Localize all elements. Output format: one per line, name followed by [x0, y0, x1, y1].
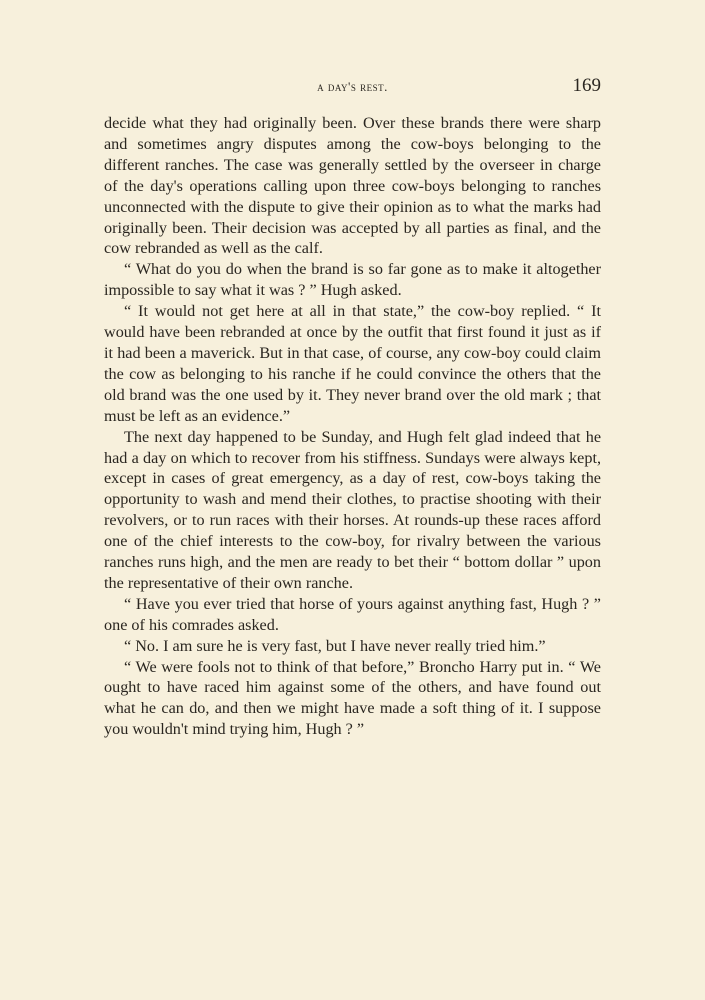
paragraph: decide what they had originally been. Over these brands there were sharp and sometimes angry disputes among the cow-boys belonging to the different ranches. The case was generally settled by the overseer in charge of the day's operations calling upon three cow-boys belonging to ranches unconnected with the dispute to give their opinion as to what the marks had originally been. Their decision was accepted by all parties as final, and the cow rebranded as well as the calf. [104, 114, 601, 258]
page-number: 169 [572, 75, 601, 96]
paragraph: The next day happened to be Sunday, and Hugh felt glad indeed that he had a day on which to recover from his stiffness. Sundays were always kept, except in cases of great emergency, as a day of rest, cow-boys taking the opportunity to wash and mend their clothes, to practise shooting with their revolvers, or to run races with their horses. At rounds-up these races afford one of the chief interests to the cow-boy, for rivalry between the various ranches runs high, and the men are ready to bet their “ bottom dollar ” upon the representative of their own ranche. [104, 427, 601, 592]
paragraph: “ We were fools not to think of that before,” Broncho Harry put in. “ We ought to have raced him against some of the others, and have found out what he can do, and then we might have made a soft thing of it. I suppose you wouldn't mind trying him, Hugh ? ” [104, 657, 601, 739]
paragraph: “ What do you do when the brand is so far gone as to make it altogether impossible to say what it was ? ” Hugh asked. [104, 260, 601, 300]
body-text [104, 113, 601, 740]
paragraph: “ Have you ever tried that horse of yours against anything fast, Hugh ? ” one of his comrades asked. [104, 594, 601, 634]
page-header [104, 76, 601, 100]
paragraph: “ No. I am sure he is very fast, but I have never really tried him.” [124, 636, 546, 655]
paragraph: “ It would not get here at all in that state,” the cow-boy replied. “ It would have been rebranded at once by the outfit that first found it just as if it had been a maverick. But in that case, of course, any cow-boy could claim the cow as belonging to his ranche if he could convince the others that the old brand was the one used by it. They never brand over the old mark ; that must be left as an evidence.” [104, 302, 601, 425]
running-head: a day's rest. [317, 79, 388, 94]
